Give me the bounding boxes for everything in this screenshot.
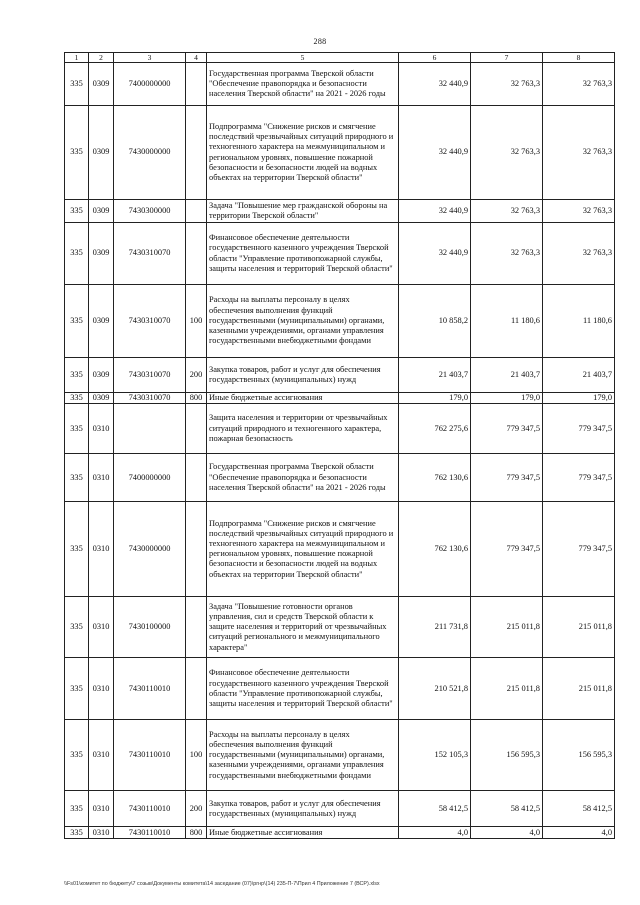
amount-col-8: 779 347,5 xyxy=(543,404,615,454)
table-row xyxy=(65,827,615,839)
ministry-code: 335 xyxy=(65,720,89,791)
table-row xyxy=(65,393,615,404)
table-row xyxy=(65,720,615,791)
section-code: 0309 xyxy=(89,393,114,404)
table-row xyxy=(65,791,615,827)
ministry-code: 335 xyxy=(65,200,89,223)
row-description: Расходы на выплаты персоналу в целях обеспечения выполнения функций государственными (муниципальными) органами, казенными учреждениями, органами управления государственными внебюджетными фондами xyxy=(207,285,399,358)
amount-col-6: 210 521,8 xyxy=(399,658,471,720)
amount-col-7: 4,0 xyxy=(471,827,543,839)
amount-col-7: 779 347,5 xyxy=(471,454,543,502)
amount-col-7: 156 595,3 xyxy=(471,720,543,791)
target-article-code: 7430110010 xyxy=(114,791,186,827)
amount-col-8: 779 347,5 xyxy=(543,502,615,597)
expense-type-code xyxy=(186,106,207,200)
amount-col-6: 179,0 xyxy=(399,393,471,404)
table-row xyxy=(65,597,615,658)
ministry-code: 335 xyxy=(65,454,89,502)
row-description: Задача "Повышение мер гражданской обороны на территории Тверской области" xyxy=(207,200,399,223)
column-number: 2 xyxy=(89,53,114,63)
ministry-code: 335 xyxy=(65,285,89,358)
target-article-code: 7430110010 xyxy=(114,827,186,839)
section-code: 0309 xyxy=(89,223,114,285)
target-article-code: 7430310070 xyxy=(114,223,186,285)
target-article-code: 7430310070 xyxy=(114,393,186,404)
target-article-code: 7430000000 xyxy=(114,106,186,200)
amount-col-7: 179,0 xyxy=(471,393,543,404)
section-code: 0310 xyxy=(89,791,114,827)
column-number: 5 xyxy=(207,53,399,63)
target-article-code: 7400000000 xyxy=(114,454,186,502)
target-article-code: 7430310070 xyxy=(114,285,186,358)
section-code: 0310 xyxy=(89,404,114,454)
amount-col-7: 32 763,3 xyxy=(471,63,543,106)
section-code: 0310 xyxy=(89,827,114,839)
row-description: Закупка товаров, работ и услуг для обеспечения государственных (муниципальных) нужд xyxy=(207,358,399,393)
column-number: 1 xyxy=(65,53,89,63)
column-number: 8 xyxy=(543,53,615,63)
amount-col-7: 32 763,3 xyxy=(471,200,543,223)
target-article-code: 7430310070 xyxy=(114,358,186,393)
amount-col-8: 215 011,8 xyxy=(543,597,615,658)
expense-type-code xyxy=(186,404,207,454)
amount-col-8: 4,0 xyxy=(543,827,615,839)
target-article-code: 7400000000 xyxy=(114,63,186,106)
section-code: 0309 xyxy=(89,285,114,358)
expense-type-code: 100 xyxy=(186,720,207,791)
amount-col-6: 32 440,9 xyxy=(399,106,471,200)
table-row xyxy=(65,502,615,597)
budget-table xyxy=(64,52,615,839)
section-code: 0310 xyxy=(89,502,114,597)
amount-col-6: 762 275,6 xyxy=(399,404,471,454)
ministry-code: 335 xyxy=(65,358,89,393)
column-number: 7 xyxy=(471,53,543,63)
column-number: 3 xyxy=(114,53,186,63)
expense-type-code xyxy=(186,223,207,285)
amount-col-8: 156 595,3 xyxy=(543,720,615,791)
row-description: Иные бюджетные ассигнования xyxy=(207,827,399,839)
file-path-footer: \\Fs01\комитет по бюджету\7 созыв\Документы комитета\14 заседание (07)\ргнр\(14) 235-П-7\Прил 4 Приложение 7 (ВСР).xlsx xyxy=(64,881,380,887)
amount-col-7: 21 403,7 xyxy=(471,358,543,393)
table-row xyxy=(65,285,615,358)
table-row xyxy=(65,658,615,720)
table-row xyxy=(65,454,615,502)
target-article-code: 7430110010 xyxy=(114,658,186,720)
target-article-code: 7430110010 xyxy=(114,720,186,791)
row-description: Задача "Повышение готовности органов управления, сил и средств Тверской области к защите населения и территорий от чрезвычайных ситуаций регионального и межмуниципального характера" xyxy=(207,597,399,658)
column-number: 6 xyxy=(399,53,471,63)
expense-type-code: 800 xyxy=(186,393,207,404)
table-row xyxy=(65,223,615,285)
expense-type-code xyxy=(186,454,207,502)
section-code: 0309 xyxy=(89,63,114,106)
section-code: 0309 xyxy=(89,200,114,223)
section-code: 0309 xyxy=(89,358,114,393)
ministry-code: 335 xyxy=(65,597,89,658)
amount-col-6: 762 130,6 xyxy=(399,454,471,502)
target-article-code: 7430300000 xyxy=(114,200,186,223)
amount-col-6: 32 440,9 xyxy=(399,223,471,285)
section-code: 0309 xyxy=(89,106,114,200)
amount-col-8: 32 763,3 xyxy=(543,63,615,106)
page-number: 288 xyxy=(313,37,327,46)
amount-col-8: 32 763,3 xyxy=(543,200,615,223)
ministry-code: 335 xyxy=(65,791,89,827)
expense-type-code: 200 xyxy=(186,358,207,393)
expense-type-code: 800 xyxy=(186,827,207,839)
amount-col-6: 10 858,2 xyxy=(399,285,471,358)
amount-col-7: 779 347,5 xyxy=(471,404,543,454)
section-code: 0310 xyxy=(89,658,114,720)
row-description: Закупка товаров, работ и услуг для обеспечения государственных (муниципальных) нужд xyxy=(207,791,399,827)
ministry-code: 335 xyxy=(65,393,89,404)
section-code: 0310 xyxy=(89,454,114,502)
row-description: Финансовое обеспечение деятельности государственного казенного учреждения Тверской области "Управление противопожарной службы, защиты населения и территорий Тверской области" xyxy=(207,658,399,720)
row-description: Государственная программа Тверской области "Обеспечение правопорядка и безопасности населения Тверской области" на 2021 - 2026 годы xyxy=(207,63,399,106)
table-row xyxy=(65,63,615,106)
amount-col-6: 21 403,7 xyxy=(399,358,471,393)
row-description: Подпрограмма "Снижение рисков и смягчение последствий чрезвычайных ситуаций природного и техногенного характера на межмуниципальном и региональном уровнях, повышение пожарной безопасности и безопасности людей на водных объектах на территории Тверской области" xyxy=(207,502,399,597)
row-description: Иные бюджетные ассигнования xyxy=(207,393,399,404)
row-description: Расходы на выплаты персоналу в целях обеспечения выполнения функций государственными (муниципальными) органами, казенными учреждениями, органами управления государственными внебюджетными фондами xyxy=(207,720,399,791)
amount-col-6: 58 412,5 xyxy=(399,791,471,827)
ministry-code: 335 xyxy=(65,223,89,285)
amount-col-8: 21 403,7 xyxy=(543,358,615,393)
target-article-code: 7430000000 xyxy=(114,502,186,597)
amount-col-8: 779 347,5 xyxy=(543,454,615,502)
column-number-row xyxy=(65,53,615,63)
amount-col-7: 32 763,3 xyxy=(471,223,543,285)
amount-col-6: 211 731,8 xyxy=(399,597,471,658)
target-article-code xyxy=(114,404,186,454)
expense-type-code xyxy=(186,658,207,720)
expense-type-code xyxy=(186,200,207,223)
ministry-code: 335 xyxy=(65,63,89,106)
amount-col-7: 58 412,5 xyxy=(471,791,543,827)
amount-col-6: 32 440,9 xyxy=(399,200,471,223)
expense-type-code xyxy=(186,597,207,658)
target-article-code: 7430100000 xyxy=(114,597,186,658)
table-row xyxy=(65,106,615,200)
ministry-code: 335 xyxy=(65,658,89,720)
ministry-code: 335 xyxy=(65,404,89,454)
row-description: Государственная программа Тверской области "Обеспечение правопорядка и безопасности населения Тверской области" на 2021 - 2026 годы xyxy=(207,454,399,502)
row-description: Подпрограмма "Снижение рисков и смягчение последствий чрезвычайных ситуаций природного и техногенного характера на межмуниципальном и региональном уровнях, повышение пожарной безопасности и безопасности людей на водных объектах на территории Тверской области" xyxy=(207,106,399,200)
table-row xyxy=(65,200,615,223)
expense-type-code: 100 xyxy=(186,285,207,358)
amount-col-8: 32 763,3 xyxy=(543,223,615,285)
amount-col-8: 215 011,8 xyxy=(543,658,615,720)
amount-col-7: 779 347,5 xyxy=(471,502,543,597)
amount-col-7: 11 180,6 xyxy=(471,285,543,358)
amount-col-6: 32 440,9 xyxy=(399,63,471,106)
amount-col-6: 762 130,6 xyxy=(399,502,471,597)
ministry-code: 335 xyxy=(65,827,89,839)
amount-col-8: 32 763,3 xyxy=(543,106,615,200)
table-row xyxy=(65,404,615,454)
table-row xyxy=(65,358,615,393)
expense-type-code xyxy=(186,502,207,597)
amount-col-6: 4,0 xyxy=(399,827,471,839)
ministry-code: 335 xyxy=(65,106,89,200)
amount-col-8: 11 180,6 xyxy=(543,285,615,358)
section-code: 0310 xyxy=(89,720,114,791)
ministry-code: 335 xyxy=(65,502,89,597)
column-number: 4 xyxy=(186,53,207,63)
amount-col-8: 179,0 xyxy=(543,393,615,404)
amount-col-7: 32 763,3 xyxy=(471,106,543,200)
amount-col-8: 58 412,5 xyxy=(543,791,615,827)
row-description: Защита населения и территории от чрезвычайных ситуаций природного и техногенного характера, пожарная безопасность xyxy=(207,404,399,454)
row-description: Финансовое обеспечение деятельности государственного казенного учреждения Тверской области "Управление противопожарной службы, защиты населения и территорий Тверской области" xyxy=(207,223,399,285)
expense-type-code xyxy=(186,63,207,106)
amount-col-7: 215 011,8 xyxy=(471,658,543,720)
amount-col-6: 152 105,3 xyxy=(399,720,471,791)
section-code: 0310 xyxy=(89,597,114,658)
expense-type-code: 200 xyxy=(186,791,207,827)
amount-col-7: 215 011,8 xyxy=(471,597,543,658)
